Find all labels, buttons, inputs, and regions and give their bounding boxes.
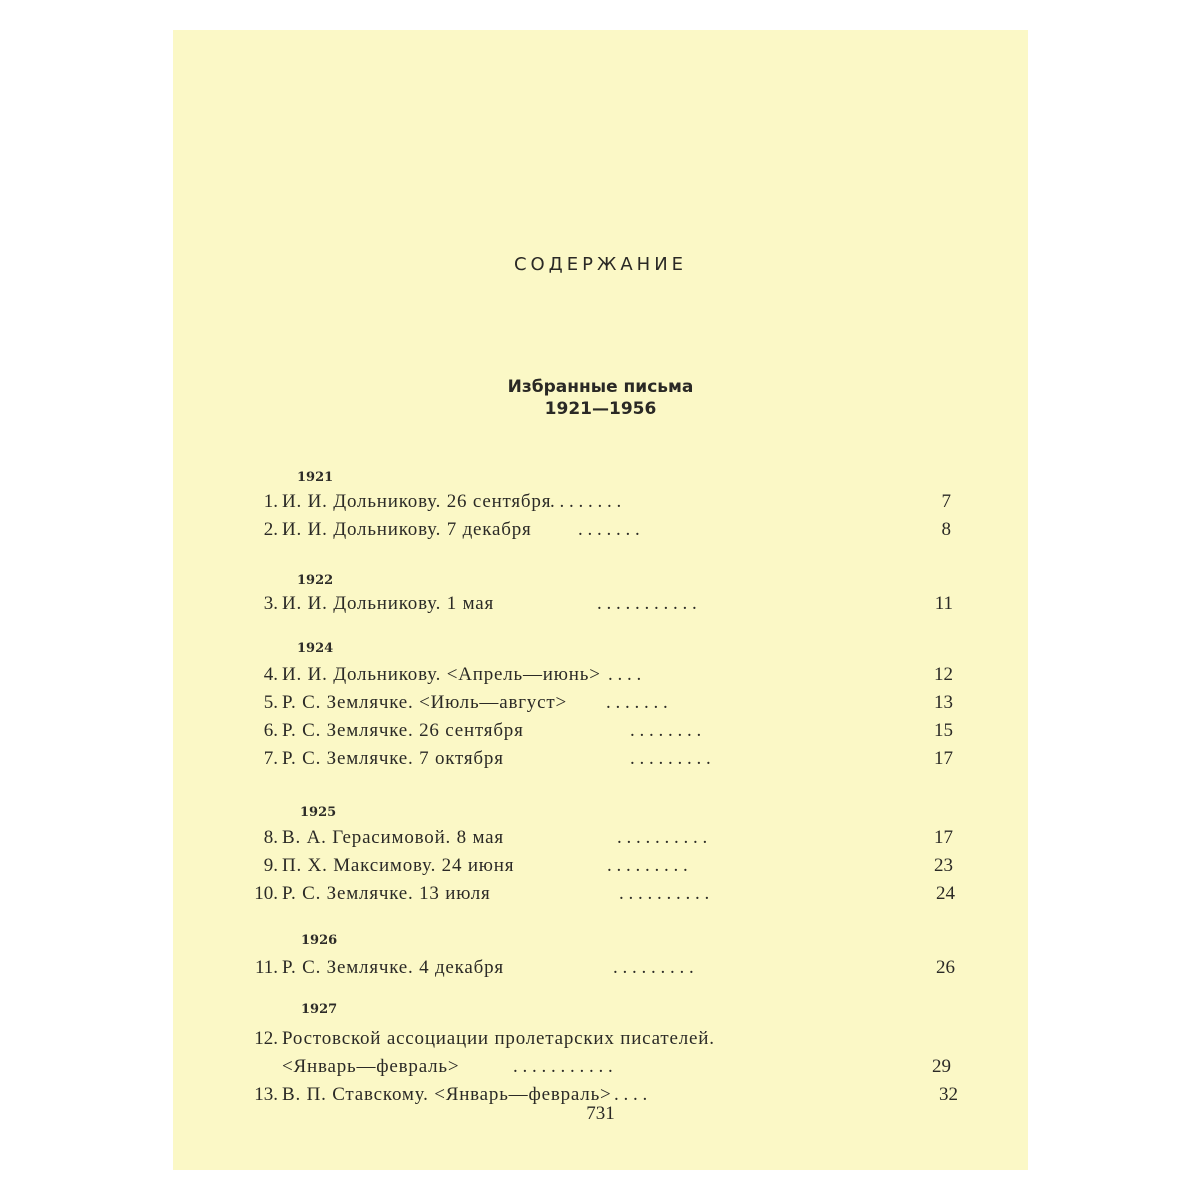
entry-number: 9. [263,855,278,876]
leader-dots: . . . . . . . . . [607,855,688,876]
toc-entry [263,491,968,517]
page-title: СОДЕРЖАНИЕ [513,254,688,275]
entry-page-number: 26 [936,957,955,978]
leader-dots: . . . . . . . . . [613,957,694,978]
leader-dots: . . . . . . . . . [630,748,711,769]
toc-entry [263,855,968,881]
section-years: 1921—1956 [544,399,657,419]
toc-entry [263,664,968,690]
entry-number: 1. [263,491,278,512]
entry-number: 3. [263,593,278,614]
leader-dots: . . . . [608,664,642,685]
page-number: 731 [586,1103,615,1124]
book-page [173,30,1028,1170]
table-of-contents [173,30,1028,1170]
entry-title: Р. С. Землячке. 7 октября [282,748,504,769]
entry-number: 7. [263,748,278,769]
year-heading: 1922 [297,573,334,588]
toc-entry [254,957,968,983]
entry-page-number: 32 [939,1084,958,1105]
toc-entry [254,1028,968,1054]
toc-entry [263,692,968,718]
entry-title: И. И. Дольникову. 7 декабря [282,519,532,540]
toc-entry [263,720,968,746]
entry-number: 8. [263,827,278,848]
entry-page-number: 24 [936,883,955,904]
entry-page-number: 12 [934,664,953,685]
toc-entry [263,827,968,853]
entry-number: 12. [254,1028,278,1049]
entry-number: 13. [254,1084,278,1105]
toc-entry [268,1056,968,1082]
entry-title: И. И. Дольникову. 1 мая [282,593,495,614]
section-title: Избранные письма [507,377,694,397]
toc-entry [263,593,968,619]
leader-dots: . . . . . . . . [550,491,622,512]
entry-number: 6. [263,720,278,741]
entry-title: Ростовской ассоциации пролетарских писателей. [282,1028,715,1049]
leader-dots: . . . . . . . . . . . [513,1056,613,1077]
entry-title: В. А. Герасимовой. 8 мая [282,827,504,848]
entry-number: 11. [254,957,278,978]
entry-page-number: 17 [934,827,953,848]
entry-title: В. П. Ставскому. <Январь—февраль> [282,1084,612,1105]
entry-number: 5. [263,692,278,713]
leader-dots: . . . . . . . . . . . [597,593,697,614]
entry-page-number: 23 [934,855,953,876]
leader-dots: . . . . . . . . [630,720,702,741]
toc-entry [263,748,968,774]
entry-number: 4. [263,664,278,685]
entry-title: Р. С. Землячке. 4 декабря [282,957,504,978]
entry-title: Р. С. Землячке. 26 сентября [282,720,524,741]
toc-entry [254,883,968,909]
entry-title: Р. С. Землячке. 13 июля [282,883,491,904]
entry-title: П. Х. Максимову. 24 июня [282,855,515,876]
leader-dots: . . . . . . . . . . [619,883,710,904]
entry-page-number: 15 [934,720,953,741]
entry-page-number: 7 [941,491,951,512]
leader-dots: . . . . [614,1084,648,1105]
entry-title: И. И. Дольникову. <Апрель—июнь> [282,664,601,685]
year-heading: 1921 [297,470,334,485]
entry-page-number: 17 [934,748,953,769]
entry-title: Р. С. Землячке. <Июль—август> [282,692,567,713]
leader-dots: . . . . . . . [606,692,668,713]
entry-number: 2. [263,519,278,540]
year-heading: 1926 [301,933,338,948]
entry-title: <Январь—февраль> [282,1056,460,1077]
entry-page-number: 8 [941,519,951,540]
leader-dots: . . . . . . . . . . [617,827,708,848]
entry-page-number: 13 [934,692,953,713]
entry-page-number: 29 [932,1056,951,1077]
year-heading: 1927 [301,1002,338,1017]
year-heading: 1924 [297,641,334,656]
leader-dots: . . . . . . . [578,519,640,540]
entry-page-number: 11 [934,593,953,614]
entry-title: И. И. Дольникову. 26 сентября [282,491,552,512]
entry-number: 10. [254,883,278,904]
toc-entry [263,519,968,545]
year-heading: 1925 [300,805,337,820]
